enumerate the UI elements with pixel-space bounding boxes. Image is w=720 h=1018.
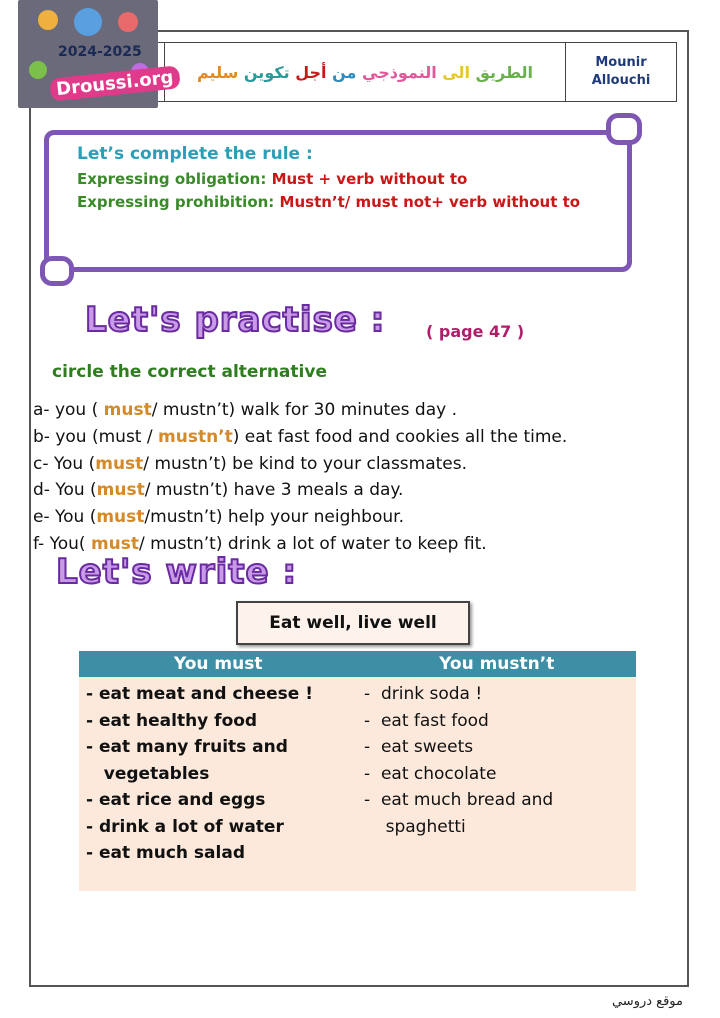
- q-option-mustnt[interactable]: mustn’t: [162, 400, 229, 420]
- question-f: [33, 534, 487, 554]
- logo-site: Droussi.org: [49, 65, 180, 101]
- must-item: - eat rice and eggs: [86, 790, 266, 810]
- q-prefix: a- you (: [33, 400, 104, 420]
- site-logo: [18, 0, 175, 108]
- instruction: circle the correct alternative: [52, 362, 327, 382]
- arabic-word: من: [332, 62, 357, 82]
- practise-heading: Let's practise :: [85, 300, 386, 340]
- must-item: vegetables: [86, 763, 210, 784]
- arabic-word: النموذجي: [362, 62, 437, 82]
- scroll-curl-bottom: [40, 256, 74, 286]
- q-prefix: c- You (: [33, 454, 96, 474]
- arabic-word: أجل: [295, 62, 327, 82]
- q-suffix: ) walk for 30 minutes day .: [228, 400, 457, 420]
- author-last: Allouchi: [591, 73, 651, 88]
- q-sep: /: [143, 454, 155, 474]
- logo-year: 2024-2025: [58, 44, 142, 60]
- q-prefix: f- You(: [33, 534, 91, 554]
- mustnt-item: spaghetti: [364, 816, 466, 837]
- mustnt-item: - drink soda !: [364, 684, 483, 704]
- must-item: - eat much salad: [86, 843, 245, 863]
- table-header: [79, 651, 636, 677]
- q-suffix: ) drink a lot of water to keep fit.: [215, 534, 487, 554]
- q-option-mustnt[interactable]: mustn’t: [155, 480, 222, 500]
- footer-site: موقع دروسي: [611, 994, 683, 1009]
- write-heading: Let's write :: [56, 552, 298, 592]
- q-option-mustnt[interactable]: mustn’t: [158, 427, 233, 447]
- q-option-must[interactable]: must: [96, 507, 145, 527]
- q-option-must[interactable]: must: [103, 400, 152, 420]
- q-sep: /: [144, 507, 151, 527]
- col-header-must: You must: [173, 654, 263, 674]
- question-c: [33, 454, 467, 474]
- scroll-curl-top: [606, 113, 642, 145]
- must-item: - eat meat and cheese !: [86, 684, 314, 704]
- mustnt-item: - eat much bread and: [364, 790, 554, 810]
- arabic-title: [165, 43, 566, 101]
- question-a: [33, 400, 457, 420]
- must-column: [86, 681, 313, 867]
- col-header-mustnt: You mustn’t: [439, 654, 555, 674]
- rule-obligation: [77, 170, 467, 188]
- q-prefix: b- you (: [33, 427, 99, 447]
- mustnt-item: - eat chocolate: [364, 763, 497, 784]
- rule-title: Let’s complete the rule :: [77, 144, 313, 164]
- prohibition-value: Mustn’t/ must not+ verb without to: [279, 193, 581, 211]
- question-d: [33, 480, 403, 500]
- q-sep: /: [144, 480, 156, 500]
- q-suffix: ) have 3 meals a day.: [221, 480, 404, 500]
- obligation-value: Must + verb without to: [271, 170, 468, 188]
- q-option-mustnt[interactable]: mustn’t: [150, 534, 216, 554]
- q-option-mustnt[interactable]: mustn’t: [154, 454, 221, 474]
- author-name: [566, 43, 676, 101]
- q-option-must[interactable]: must /: [98, 427, 159, 447]
- arabic-word: تكوين: [243, 62, 290, 82]
- arabic-word: الى: [442, 62, 470, 82]
- q-suffix: ) eat fast food and cookies all the time.: [232, 427, 568, 447]
- q-prefix: e- You (: [33, 507, 97, 527]
- must-item: - eat healthy food: [86, 710, 258, 731]
- question-e: [33, 507, 404, 527]
- arabic-word: سليم: [196, 62, 239, 82]
- page-reference: ( page 47 ): [426, 322, 525, 341]
- rule-prohibition: [77, 193, 580, 211]
- q-prefix: d- You (: [33, 480, 97, 500]
- prohibition-label: Expressing prohibition:: [77, 193, 280, 211]
- mustnt-item: - eat fast food: [364, 710, 489, 731]
- mustnt-item: - eat sweets: [364, 737, 474, 757]
- write-title-box: Eat well, live well: [236, 601, 470, 645]
- q-suffix: ) be kind to your classmates.: [220, 454, 468, 474]
- q-option-must[interactable]: must: [95, 454, 144, 474]
- q-option-must[interactable]: must: [96, 480, 145, 500]
- mustnt-column: [364, 681, 553, 840]
- q-option-mustnt[interactable]: mustn’t: [150, 507, 216, 527]
- must-item: - drink a lot of water: [86, 816, 284, 837]
- q-sep: /: [151, 400, 163, 420]
- author-first: Mounir: [595, 55, 647, 70]
- q-option-must[interactable]: must: [90, 534, 139, 554]
- question-b: [33, 427, 567, 447]
- q-sep: /: [139, 534, 151, 554]
- arabic-word: الطريق: [475, 62, 534, 82]
- must-item: - eat many fruits and: [86, 737, 288, 757]
- obligation-label: Expressing obligation:: [77, 170, 272, 188]
- q-suffix: ) help your neighbour.: [215, 507, 404, 527]
